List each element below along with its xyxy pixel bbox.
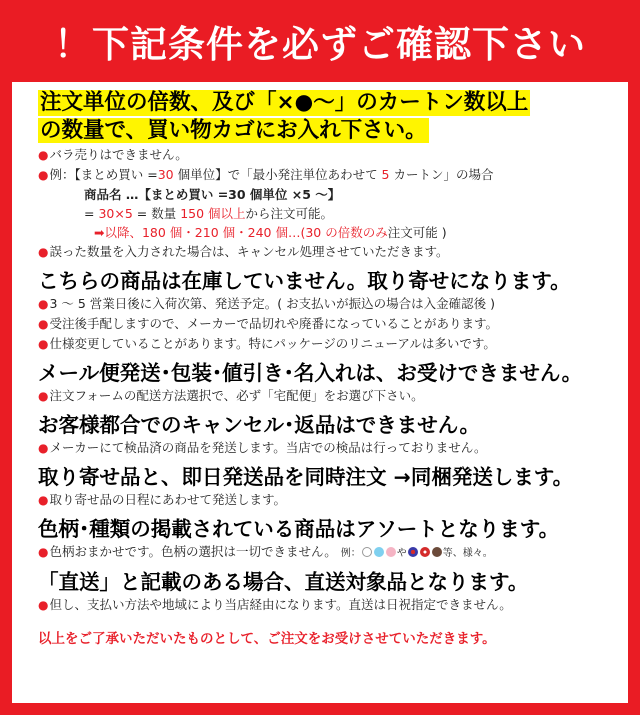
highlight-block [38, 90, 628, 145]
order-unit-bullet-2: ●例：【まとめ買い =30 個単位】で「最小発注単位あわせて 5 カートン」の場合 [38, 167, 494, 182]
bullet-dot-icon: ● [38, 493, 49, 507]
order-unit-calc-line: = 30×5 = 数量 150 個以上から注文可能。 [84, 206, 334, 221]
bullet-dot-icon: ● [38, 148, 49, 162]
combined-title: 取り寄せ品と、即日発送品を同時注文 →同梱発送します。 [38, 465, 574, 489]
direct-title: 「直送」と記載のある場合、直送対象品となります。 [38, 570, 529, 594]
swatch-white-icon [362, 547, 372, 557]
swatch-navy-pattern-icon [408, 547, 418, 557]
mail-title: メール便発送･包装･値引き･名入れは、お受けできません。 [38, 361, 583, 385]
stock-bullet-2: ●受注後手配しますので、メーカーで品切れや廃番になっていることがあります。 [38, 316, 498, 331]
assort-title: 色柄･種類の掲載されている商品はアソートとなります。 [38, 517, 560, 541]
stock-title: こちらの商品は在庫していません。取り寄せになります。 [38, 269, 571, 293]
order-unit-after-line: ➡以降、180 個・210 個・240 個…(30 の倍数のみ注文可能 ) [94, 225, 447, 240]
stock-bullet-3: ●仕様変更していることがあります。特にパッケージのリニューアルは多いです。 [38, 336, 496, 351]
assort-ya: や [396, 548, 407, 559]
order-unit-bullet-3: ●誤った数量を入力された場合は、キャンセル処理させていただきます。 [38, 244, 449, 259]
stock-bullet-1: ●3 〜 5 営業日後に入荷次第、発送予定。( お支払いが振込の場合は入金確認後 ) [38, 296, 496, 311]
bullet-dot-icon: ● [38, 245, 49, 259]
assort-example-label: 例： [340, 548, 361, 559]
swatch-brown-icon [432, 547, 442, 557]
swatch-pink-icon [386, 547, 396, 557]
mail-bullet-1: ●注文フォームの配送方法選択で、必ず「宅配便」をお選び下さい。 [38, 388, 424, 403]
notice-panel [12, 82, 628, 703]
assort-tou: 等、様々。 [442, 548, 493, 559]
bullet-dot-icon: ● [38, 441, 49, 455]
bullet-dot-icon: ● [38, 598, 49, 612]
cancel-title: お客様都合でのキャンセル･返品はできません。 [38, 413, 480, 437]
cancel-bullet-1: ●メーカーにて検品済の商品を発送します。当店での検品は行っておりません。 [38, 440, 487, 455]
bullet-dot-icon: ● [38, 297, 49, 311]
assort-bullet-1: ●色柄おまかせです。色柄の選択は一切できません。 例： や 等、様々。 [38, 544, 493, 559]
page-title: ！下記条件を必ずご確認下さい [54, 23, 586, 66]
footer-note: 以上をご了承いただいたものとして、ご注文をお受けさせていただきます。 [38, 631, 496, 647]
bullet-dot-icon: ● [38, 545, 49, 559]
swatch-blue-icon [374, 547, 384, 557]
bullet-dot-icon: ● [38, 389, 49, 403]
highlight-line-1: 注文単位の倍数、及び「×●〜」のカートン数以上 [40, 90, 529, 115]
direct-bullet-1: ●但し、支払い方法や地域により当店経由になります。直送は日祝指定できません。 [38, 597, 512, 612]
order-unit-bullet-1: ●バラ売りはできません。 [38, 147, 188, 162]
bullet-dot-icon: ● [38, 337, 49, 351]
bullet-dot-icon: ● [38, 317, 49, 331]
swatch-red-pattern-icon [420, 547, 430, 557]
bullet-dot-icon: ● [38, 168, 49, 182]
combined-bullet-1: ●取り寄せ品の日程にあわせて発送します。 [38, 492, 286, 507]
highlight-line-2: の数量で、買い物カゴにお入れ下さい。 [40, 117, 427, 143]
order-unit-product-line: 商品名 …【まとめ買い =30 個単位 ×5 〜】 [84, 187, 341, 202]
